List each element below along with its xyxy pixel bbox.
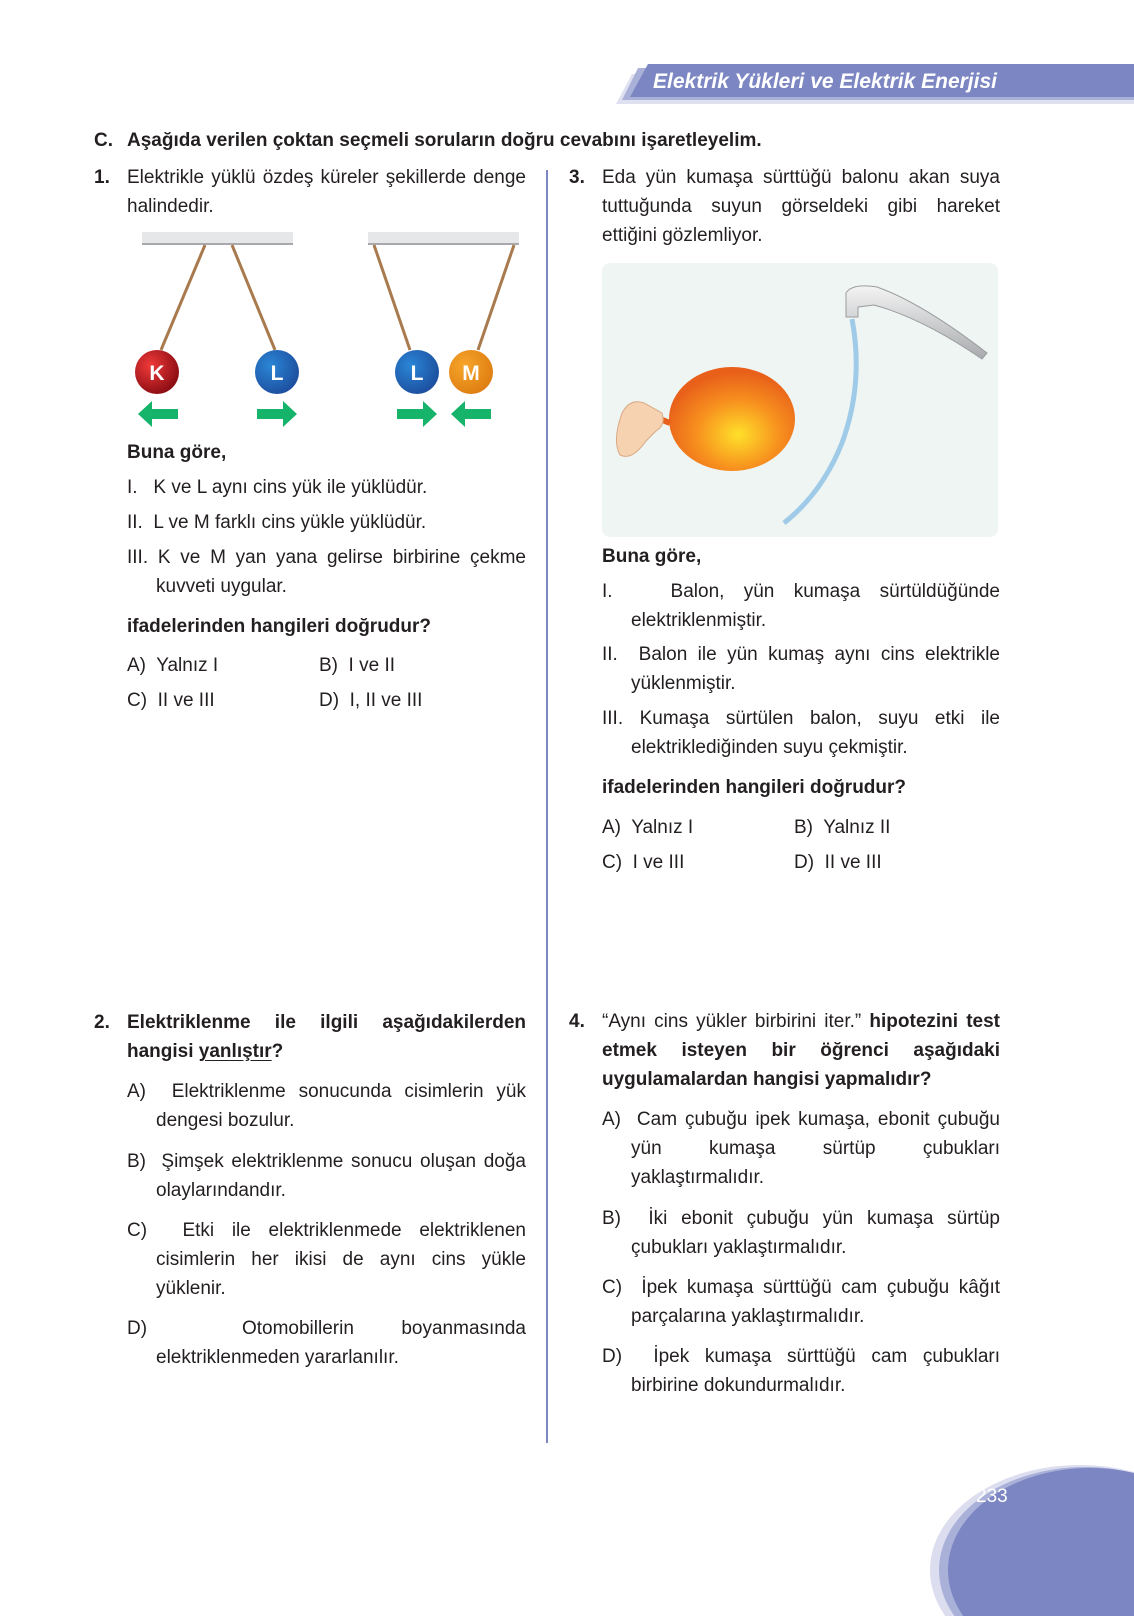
- q1-option-b[interactable]: B) I ve II: [319, 655, 396, 676]
- q3-option-c[interactable]: C) I ve III: [602, 852, 685, 873]
- q3-option-a[interactable]: A) Yalnız I: [602, 817, 694, 838]
- page-number-badge: [920, 1455, 1134, 1616]
- ball-label: L: [270, 362, 284, 385]
- ball-label: L: [410, 362, 424, 385]
- q1-statement: III. K ve M yan yana gelirse birbirine çekme kuvveti uygular.: [127, 547, 526, 597]
- ball-label: M: [462, 362, 480, 385]
- q2-text-part: ?: [271, 1041, 284, 1062]
- question-1: [94, 163, 526, 715]
- q3-option-b[interactable]: B) Yalnız II: [794, 817, 891, 838]
- balloon: [669, 367, 795, 471]
- q2-option-d[interactable]: D) Otomobillerin boyanmasında elektriklenmeden yararlanılır.: [127, 1318, 526, 1368]
- q3-figure: [602, 263, 998, 537]
- q3-option-d[interactable]: D) II ve III: [794, 852, 882, 873]
- q3-options-row: [602, 813, 1000, 842]
- section-title: Aşağıda verilen çoktan seçmeli soruların doğru cevabını işaretleyelim.: [127, 130, 762, 151]
- string: [232, 245, 275, 350]
- string: [478, 245, 514, 350]
- q2-text: [127, 1008, 526, 1066]
- q4-option-d[interactable]: D) İpek kumaşa sürttüğü cam çubukları birbirine dokundurmalıdır.: [602, 1346, 1000, 1396]
- q2-number: 2.: [94, 1012, 110, 1033]
- q3-options-row: [602, 848, 1000, 877]
- q1-lead: Buna göre,: [127, 442, 227, 463]
- q4-quote: “Aynı cins yükler birbirini iter.”: [602, 1011, 862, 1032]
- q2-underlined-word: yanlıştır: [198, 1041, 272, 1062]
- q1-figure: [130, 228, 530, 433]
- page-number: 233: [976, 1486, 1008, 1507]
- q1-text: Elektrikle yüklü özdeş küreler şekillerde denge halindedir.: [127, 167, 526, 217]
- q4-number: 4.: [569, 1011, 585, 1032]
- question-4: [569, 1007, 1001, 1400]
- q2-option-a[interactable]: A) Elektriklenme sonucunda cisimlerin yük dengesi bozulur.: [127, 1081, 526, 1131]
- q2-text-part: Elektriklenme ile ilgili aşağıdakilerden hangisi: [127, 1012, 526, 1062]
- arrow-left-icon: [451, 401, 491, 427]
- q2-option-c[interactable]: C) Etki ile elektriklenmede elektriklenen cisimlerin her ikisi de aynı cins yükle yüklenir.: [127, 1220, 526, 1299]
- q3-statement: II. Balon ile yün kumaş aynı cins elektrikle yüklenmiştir.: [602, 644, 1000, 694]
- q1-option-a[interactable]: A) Yalnız I: [127, 655, 219, 676]
- section-letter: C.: [94, 130, 113, 151]
- arrow-left-icon: [138, 401, 178, 427]
- q1-number: 1.: [94, 167, 110, 188]
- question-3: [569, 163, 1000, 877]
- q1-statement: I. K ve L aynı cins yük ile yüklüdür.: [127, 477, 428, 498]
- q3-lead: Buna göre,: [602, 546, 702, 567]
- q3-text: Eda yün kumaşa sürttüğü balonu akan suya tuttuğunda suyun görseldeki gibi hareket ettiğini gözlemliyor.: [602, 167, 1000, 246]
- q4-option-a[interactable]: A) Cam çubuğu ipek kumaşa, ebonit çubuğu yün kumaşa sürtüp çubukları yaklaştırmalıdır.: [602, 1109, 1000, 1188]
- ceiling-right: [368, 232, 519, 244]
- q3-statement: I. Balon, yün kumaşa sürtüldüğünde elektriklenmiştir.: [602, 581, 1000, 631]
- q1-statement: II. L ve M farklı cins yükle yüklüdür.: [127, 512, 427, 533]
- string: [161, 245, 205, 350]
- string: [374, 245, 410, 350]
- q3-statement: III. Kumaşa sürtülen balon, suyu etki ile elektriklediğinden suyu çekmiştir.: [602, 708, 1000, 758]
- q4-option-b[interactable]: B) İki ebonit çubuğu yün kumaşa sürtüp çubukları yaklaştırmalıdır.: [602, 1208, 1000, 1258]
- q3-number: 3.: [569, 167, 585, 188]
- question-2: [94, 1008, 526, 1372]
- q2-option-b[interactable]: B) Şimşek elektriklenme sonucu oluşan doğa olaylarındandır.: [127, 1151, 526, 1201]
- arrow-right-icon: [257, 401, 297, 427]
- column-divider: [546, 170, 548, 1443]
- q4-text: [602, 1007, 1000, 1094]
- q1-options-row: [127, 651, 526, 680]
- q3-question: ifadelerinden hangileri doğrudur?: [602, 777, 907, 798]
- arrow-right-icon: [397, 401, 437, 427]
- q4-question: hipotezini test etmek isteyen bir öğrenci aşağıdaki uygulamalardan hangisi yapmalıdır?: [602, 1011, 1001, 1090]
- q1-option-c[interactable]: C) II ve III: [127, 690, 215, 711]
- q4-option-c[interactable]: C) İpek kumaşa sürttüğü cam çubuğu kâğıt parçalarına yaklaştırmalıdır.: [602, 1277, 1000, 1327]
- chapter-title: Elektrik Yükleri ve Elektrik Enerjisi: [653, 70, 997, 93]
- q1-options-row: [127, 686, 526, 715]
- q1-option-d[interactable]: D) I, II ve III: [319, 690, 423, 711]
- q1-question: ifadelerinden hangileri doğrudur?: [127, 616, 432, 637]
- ceiling-left: [142, 232, 293, 244]
- ball-label: K: [149, 362, 165, 385]
